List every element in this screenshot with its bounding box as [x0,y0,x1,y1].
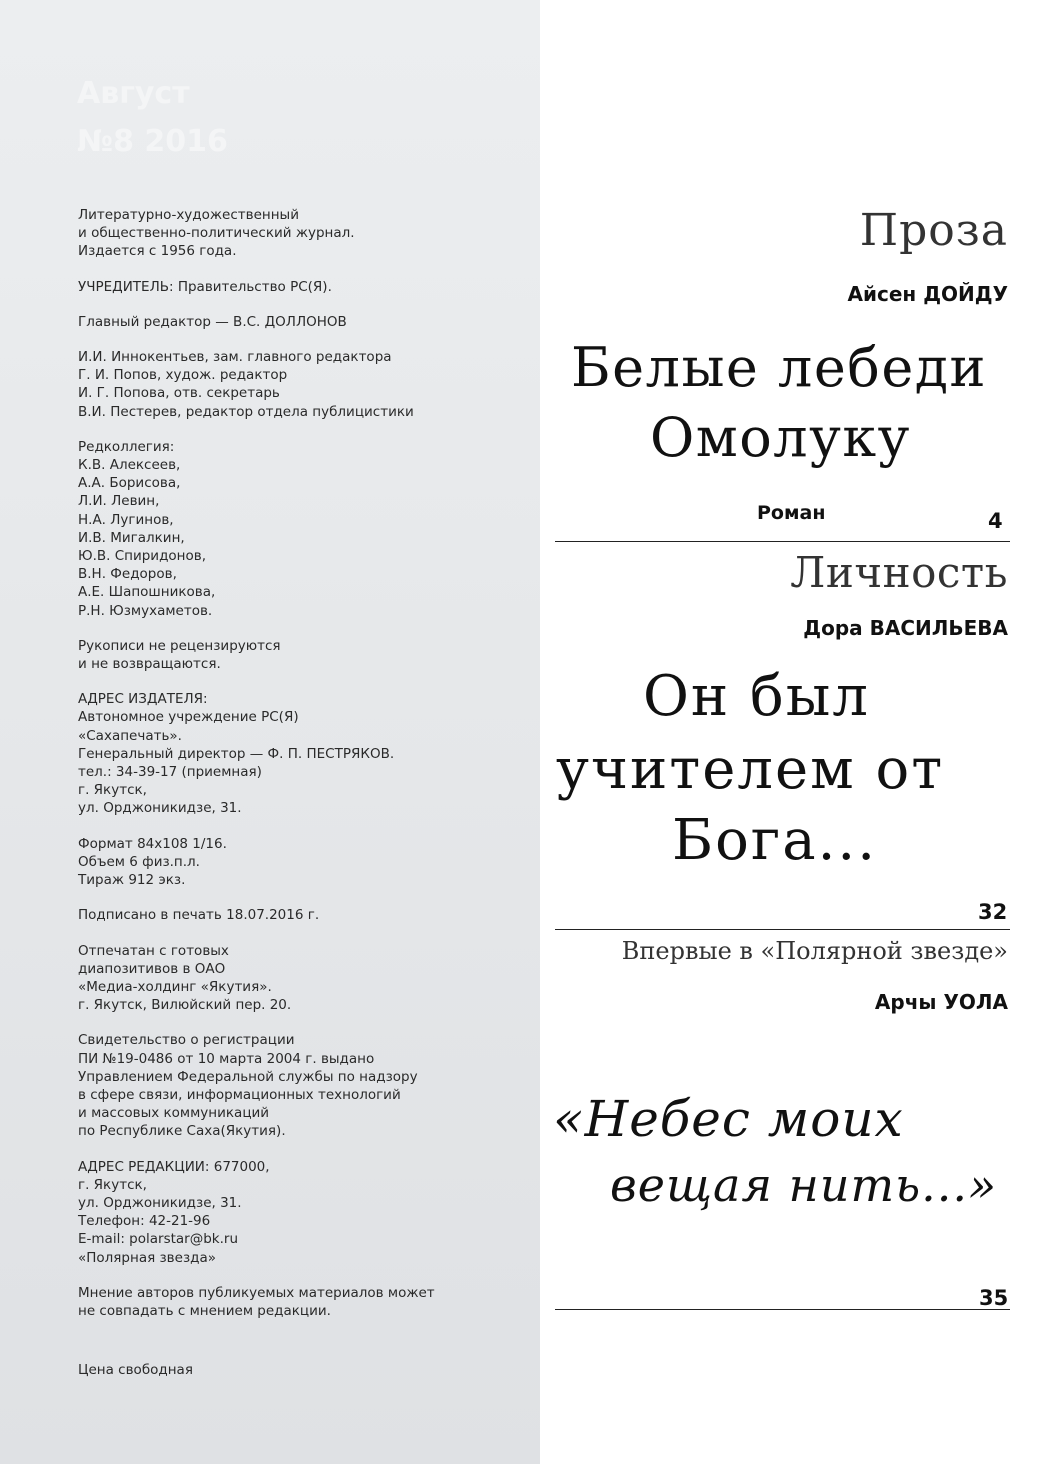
board-line: Редколлегия: [78,438,175,455]
publisher-line: АДРЕС ИЗДАТЕЛЯ: [78,691,208,708]
first-time-title-line2: вещая нить...» [610,1158,998,1212]
format-line: Тираж 912 экз. [78,872,186,889]
section-personality-heading: Личность [790,548,1008,597]
personality-title-line1: Он был [643,664,870,729]
board-line: И.В. Мигалкин, [78,529,185,546]
registration-block [78,1031,518,1140]
chief-editor-line: Главный редактор — В.С. ДОЛЛОНОВ [78,313,347,330]
editorial-address-block [78,1158,518,1267]
section-prose-heading: Проза [859,205,1008,256]
editor-line: Г. И. Попов, худож. редактор [78,367,288,384]
publisher-line: Генеральный директор — Ф. П. ПЕСТРЯКОВ. [78,745,395,762]
board-line: А.А. Борисова, [78,475,181,492]
editors-block [78,348,518,421]
registration-line: Свидетельство о регистрации [78,1032,295,1049]
prose-page-number: 4 [988,509,1003,533]
prose-title-line1: Белые лебеди [571,336,988,399]
signed-block [78,906,518,924]
personality-page-number: 32 [978,900,1008,924]
publisher-line: тел.: 34-39-17 (приемная) [78,764,262,781]
disclaimer-block [78,1284,518,1320]
board-line: Л.И. Левин, [78,493,160,510]
signed-line: Подписано в печать 18.07.2016 г. [78,907,320,924]
editor-line: И. Г. Попова, отв. секретарь [78,385,280,402]
about-block [78,206,518,261]
manuscripts-line: и не возвращаются. [78,656,221,673]
registration-line: по Республике Саха(Якутия). [78,1123,286,1140]
section-first-time-heading: Впервые в «Полярной звезде» [621,937,1008,965]
personality-author: Дора ВАСИЛЬЕВА [803,616,1008,640]
personality-title-line2: учителем от [556,737,945,802]
divider-line [555,541,1010,542]
publisher-line: «Сахапечать». [78,727,182,744]
prose-genre: Роман [757,502,826,524]
first-time-page-number: 35 [979,1286,1009,1310]
printed-line: г. Якутск, Вилюйский пер. 20. [78,997,292,1014]
publisher-block [78,690,518,817]
disclaimer-line: не совпадать с мнением редакции. [78,1302,331,1319]
issue-month: Август [77,76,190,111]
first-time-title-line1: «Небес моих [553,1090,904,1148]
price-text: Цена свободная [78,1362,193,1378]
email-line: E-mail: polarstar@bk.ru [78,1231,239,1248]
registration-line: и массовых коммуникаций [78,1105,270,1122]
divider-line [555,1309,1010,1310]
publisher-line: Автономное учреждение РС(Я) [78,709,299,726]
format-line: Объем 6 физ.п.л. [78,853,200,870]
editorial-line: АДРЕС РЕДАКЦИИ: 677000, [78,1158,270,1175]
publisher-line: ул. Орджоникидзе, 31. [78,800,242,817]
format-line: Формат 84x108 1/16. [78,835,227,852]
imprint-text [78,206,518,1337]
board-line: А.Е. Шапошникова, [78,584,216,601]
board-line: Ю.В. Спиридонов, [78,548,207,565]
about-line: Издается с 1956 года. [78,243,237,260]
format-block [78,835,518,890]
editor-line: В.И. Пестерев, редактор отдела публицистики [78,403,414,420]
personality-title-line3: Бога... [672,808,877,873]
board-line: В.Н. Федоров, [78,566,177,583]
about-line: и общественно-политический журнал. [78,225,355,242]
manuscripts-block [78,637,518,673]
editor-line: И.И. Иннокентьев, зам. главного редактора [78,349,392,366]
board-line: Н.А. Лугинов, [78,511,174,528]
divider-line [555,929,1010,930]
board-line: К.В. Алексеев, [78,457,181,474]
editorial-line: ул. Орджоникидзе, 31. [78,1194,242,1211]
board-line: Р.Н. Юзмухаметов. [78,602,213,619]
prose-title-line2: Омолуку [650,406,911,469]
prose-author: Айсен ДОЙДУ [847,282,1008,306]
chief-editor-block [78,313,518,331]
first-time-author: Арчы УОЛА [874,990,1008,1014]
founder-line: УЧРЕДИТЕЛЬ: Правительство РС(Я). [78,278,332,295]
about-line: Литературно-художественный [78,207,299,223]
registration-line: Управлением Федеральной службы по надзору [78,1068,418,1085]
founder-block [78,278,518,296]
printed-line: Отпечатан с готовых [78,942,229,959]
editorial-line: «Полярная звезда» [78,1249,216,1266]
editorial-line: г. Якутск, [78,1176,147,1193]
manuscripts-line: Рукописи не рецензируются [78,637,281,654]
printed-line: диапозитивов в ОАО [78,960,226,977]
editorial-line: Телефон: 42-21-96 [78,1213,211,1230]
printed-line: «Медиа-холдинг «Якутия». [78,978,272,995]
printed-block [78,942,518,1015]
board-block [78,438,518,620]
disclaimer-line: Мнение авторов публикуемых материалов может [78,1284,435,1301]
registration-line: ПИ №19-0486 от 10 марта 2004 г. выдано [78,1050,375,1067]
issue-number: №8 2016 [77,124,228,159]
issue-header [77,70,228,166]
registration-line: в сфере связи, информационных технологий [78,1086,401,1103]
publisher-line: г. Якутск, [78,782,147,799]
